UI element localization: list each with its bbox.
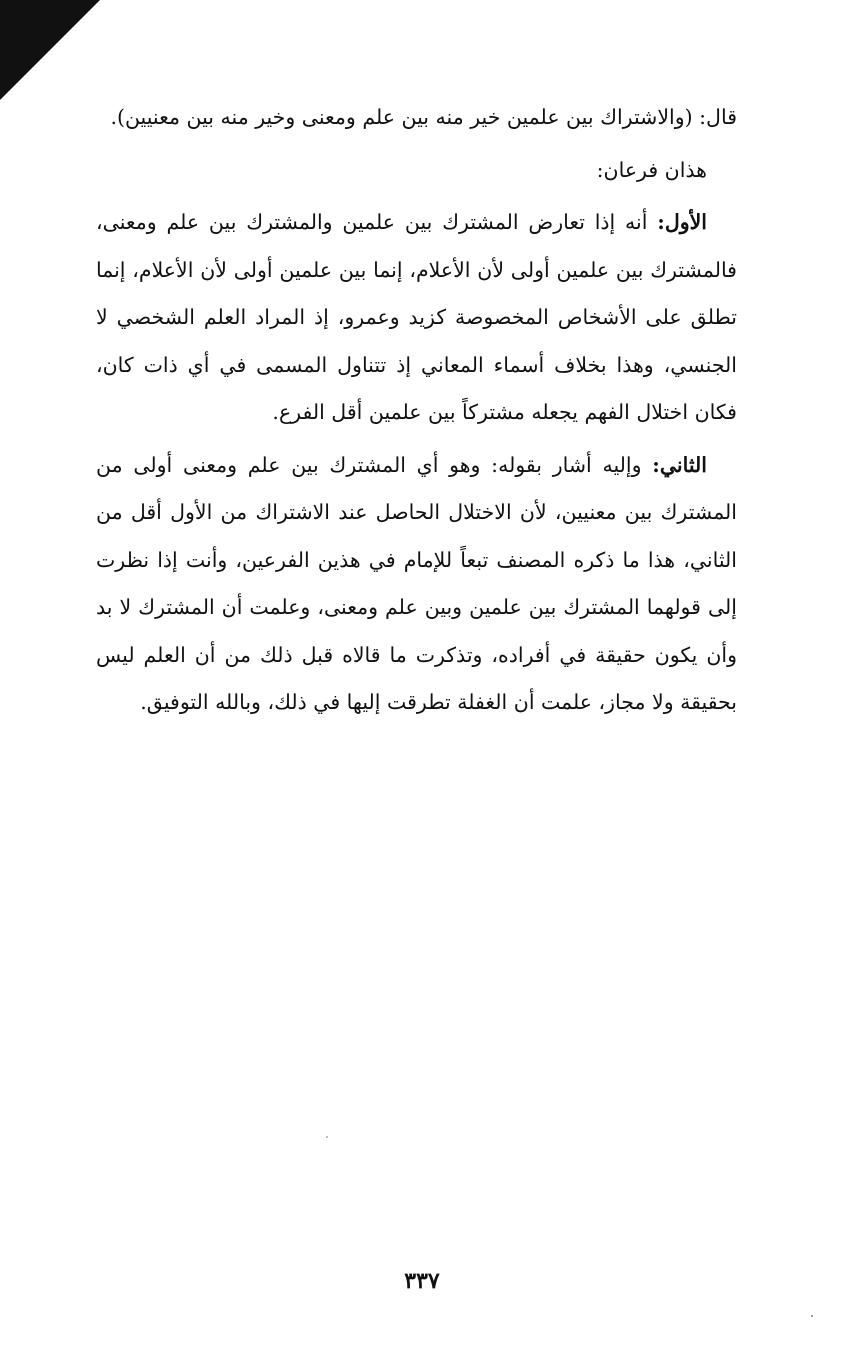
text-block: [96, 94, 737, 727]
scan-speck-edge: [811, 1315, 813, 1317]
second-branch-paragraph: [96, 442, 737, 727]
quote-paragraph: [96, 94, 737, 142]
first-branch-paragraph: [96, 199, 737, 437]
corner-mark: [0, 0, 100, 100]
first-branch-text: أنه إذا تعارض المشترك بين علمين والمشترك بين علم ومعنى، فالمشترك بين علمين أولى لأن الأعلام، إنما بين علمين أولى لأن الأعلام، إنما تطلق على الأشخاص المخصوصة كزيد وعمرو، إذ المراد العلم الشخصي لا الجنسي، وهذا بخلاف أسماء المعاني إذ تتناول المسمى في أي ذات كان، فكان اختلال الفهم يجعله مشتركاً بين علمين أقل الفرع.: [96, 210, 737, 424]
quote-text: قال: (والاشتراك بين علمين خير منه بين علم ومعنى وخير منه بين معنيين).: [110, 105, 737, 129]
intro-text: هذان فرعان:: [596, 157, 707, 182]
page-number: ٣٣٧: [404, 1268, 440, 1294]
scan-speck: [326, 1136, 328, 1138]
second-branch-lead: الثاني:: [652, 452, 707, 477]
first-branch-lead: الأول:: [657, 210, 707, 234]
second-branch-text: وإليه أشار بقوله: وهو أي المشترك بين علم ومعنى أولى من المشترك بين معنيين، لأن الاختلال الحاصل عند الاشتراك من الأول أقل من الثاني، هذا ما ذكره المصنف تبعاً للإمام في هذين الفرعين، وأنت إذا نظرت إلى قولهما المشترك بين علمين وبين علم ومعنى، وعلمت أن المشترك لا بد وأن يكون حقيقة في أفراده، وتذكرت ما قالاه قبل ذلك من أن العلم ليس بحقيقة ولا مجاز، علمت أن الغفلة تطرقت إليها في ذلك، وبالله التوفيق.: [96, 452, 737, 714]
intro-paragraph: [96, 147, 737, 195]
